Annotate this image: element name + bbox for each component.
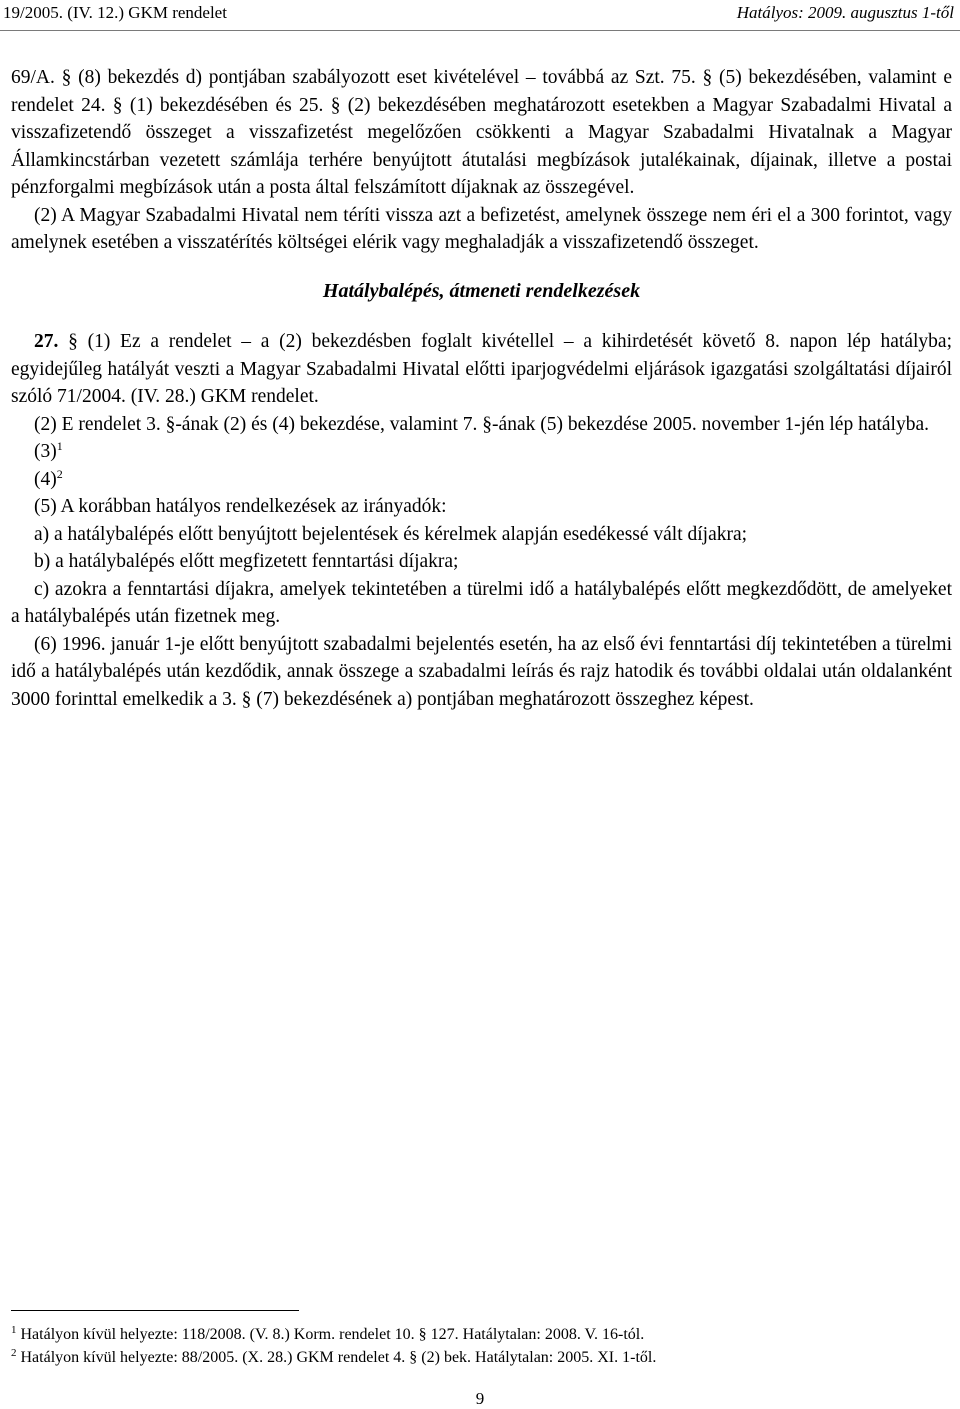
section-27-paragraph-3 xyxy=(11,438,952,466)
section-27-text: § (1) Ez a rendelet – a (2) bekezdésben foglalt kivétellel – a kihirdetését követő 8. napon lép hatályba; egyidejűleg hatályát veszti a Magyar Szabadalmi Hivatal előtti iparjogvédelmi eljárások igazgatási szolgáltatási díjairól szóló 71/2004. (IV. 28.) GKM rendelet. xyxy=(11,331,952,407)
paragraph-refund-reduction: 69/A. § (8) bekezdés d) pontjában szabályozott eset kivételével – továbbá az Szt. 75. § (5) bekezdésében, valamint e rendelet 24. § (1) bekezdésében és 25. § (2) bekezdésében meghatározott esetekben a Magyar Szabadalmi Hivatal a visszafizetendő összeget a visszafizetést megelőzően csökkenti a Magyar Szabadalmi Hivatalnak a Magyar Államkincstárban vezetett számlája terhére benyújtott átutalási megbízások jutalékainak, díjainak, illetve a postai pénzforgalmi megbízások után a posta által felszámított díjaknak az összegével. xyxy=(11,67,952,198)
footnote-2-text: Hatályon kívül helyezte: 88/2005. (X. 28.) GKM rendelet 4. § (2) bek. Hatálytalan: 2005. XI. 1-től. xyxy=(16,1349,657,1366)
paragraph-4-label: (4) xyxy=(34,468,57,490)
footnote-1-mark: 1 xyxy=(11,1324,17,1336)
paragraph-5-item-b: b) a hatálybalépés előtt megfizetett fenntartási díjakra; xyxy=(34,551,459,572)
footnote-2 xyxy=(11,1346,952,1369)
paragraph-3-label: (3) xyxy=(34,441,57,462)
page-header xyxy=(0,0,960,31)
paragraph-5-item-c: c) azokra a fenntartási díjakra, amelyek tekintetében a türelmi idő a hatálybalépés előtt megkezdődött, de amelyeket a hatálybalépés után fizetnek meg. xyxy=(11,578,952,627)
footnote-1 xyxy=(11,1323,952,1346)
section-27-paragraph-4 xyxy=(11,466,952,494)
paragraph-5-item-a: a) a hatálybalépés előtt benyújtott bejelentések és kérelmek alapján esedékessé vált díjakra; xyxy=(34,523,748,545)
page-number: 9 xyxy=(475,1389,485,1408)
footnote-separator xyxy=(11,1310,299,1311)
section-27-paragraph-2: (2) E rendelet 3. §-ának (2) és (4) bekezdése, valamint 7. §-ának (5) bekezdése 2005. november 1-jén lép hatályba. xyxy=(34,413,930,435)
paragraph-no-refund: (2) A Magyar Szabadalmi Hivatal nem téríti vissza azt a befizetést, amelynek összege nem éri el a 300 forintot, vagy amelynek esetében a visszatérítés költségei elérik vagy meghaladják a visszafizetendő összeget. xyxy=(11,204,952,253)
section-27-number: 27. xyxy=(34,331,59,352)
section-27-paragraph-1 xyxy=(11,328,952,411)
footnote-1-text: Hatályon kívül helyezte: 118/2008. (V. 8.) Korm. rendelet 10. § 127. Hatálytalan: 2008. V. 16-tól. xyxy=(16,1326,645,1343)
header-regulation-title: 19/2005. (IV. 12.) GKM rendelet xyxy=(3,3,227,22)
footnote-ref-2[interactable]: 2 xyxy=(56,466,63,481)
footnote-ref-1[interactable]: 1 xyxy=(56,439,63,453)
header-effective-date: Hatályos: 2009. augusztus 1-től xyxy=(736,3,954,22)
document-body xyxy=(11,64,952,713)
section-heading: Hatálybalépés, átmeneti rendelkezések xyxy=(322,279,641,302)
section-27-paragraph-5: (5) A korábban hatályos rendelkezések az irányadók: xyxy=(34,496,447,517)
section-27-paragraph-6: (6) 1996. január 1-je előtt benyújtott szabadalmi bejelentés esetén, ha az első évi fenntartási díj tekintetében a türelmi idő a hatálybalépés után kezdődik, annak összege a szabadalmi leírás és rajz hatodik és további oldalai után oldalanként 3000 forinttal emelkedik a 3. § (7) bekezdésének a) pontjában meghatározott összeghez képest. xyxy=(11,633,952,710)
footnotes xyxy=(11,1323,952,1369)
footnote-2-mark: 2 xyxy=(11,1347,17,1359)
